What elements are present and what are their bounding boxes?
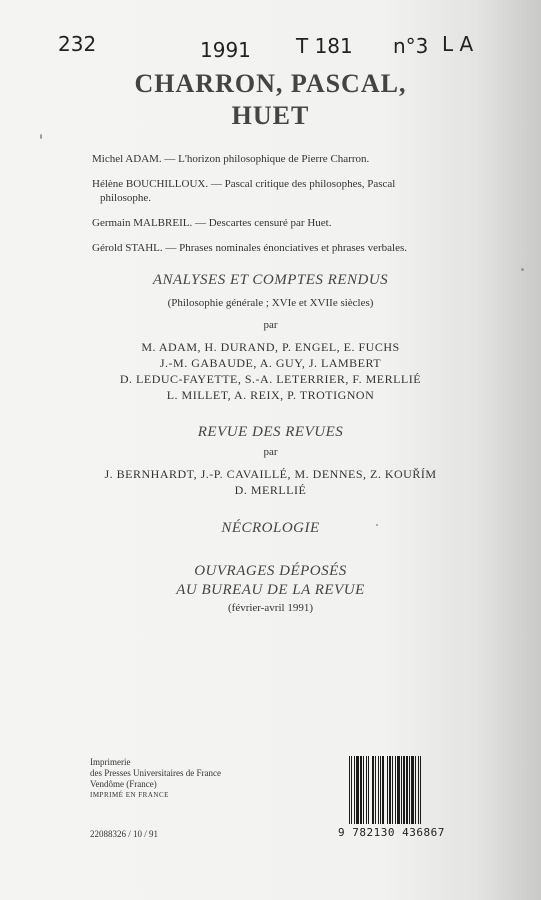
barcode-bar [363, 756, 364, 824]
handwritten-annotations [0, 32, 541, 62]
contents-item-text: Michel ADAM. — L'horizon philosophique de Pierre Charron. [92, 153, 370, 165]
title-line-1: CHARRON, PASCAL, [134, 69, 407, 98]
reviewer-line: J.-M. GABAUDE, A. GUY, J. LAMBERT [159, 356, 382, 370]
barcode-bar [387, 756, 388, 824]
barcode-bar [380, 756, 381, 824]
barcode-bar [349, 756, 350, 824]
ouvrages-line-2: AU BUREAU DE LA REVUE [176, 582, 365, 598]
contents-item-text: Hélène BOUCHILLOUX. — Pascal critique des philosophes, Pascal [92, 178, 396, 190]
contents-item [92, 177, 472, 205]
barcode-bar [418, 756, 419, 824]
contents-item-text: Germain MALBREIL. — Descartes censuré par Huet. [92, 217, 332, 229]
imprint-line: Imprimerie [90, 757, 131, 767]
barcode-bar [378, 756, 379, 824]
paper-speck [376, 524, 378, 526]
handwritten-year: 1991 [200, 38, 251, 62]
barcode-image [348, 756, 460, 824]
reviewer-line: L. MILLET, A. REIX, P. TROTIGNON [166, 388, 375, 402]
barcode-number: 9 782130 436867 [338, 826, 445, 839]
imprint-line: Vendôme (France) [90, 779, 157, 789]
contents-item-continuation: philosophe. [100, 192, 152, 204]
issue-title [0, 68, 541, 132]
contents-item-text: Gérold STAHL. — Phrases nominales énonciatives et phrases verbales. [92, 242, 407, 254]
contents-item [92, 152, 472, 166]
barcode-bar [366, 756, 367, 824]
barcode-bar [351, 756, 352, 824]
analyses-names [0, 339, 541, 403]
printer-imprint [90, 757, 221, 801]
paper-speck [521, 268, 524, 271]
handwritten-mark: T 181 [296, 34, 353, 58]
handwritten-initials: L A [442, 32, 474, 56]
analyses-heading: ANALYSES ET COMPTES RENDUS [152, 272, 389, 288]
barcode-bar [382, 756, 384, 824]
handwritten-page-number: 232 [58, 32, 97, 56]
barcode-bar [389, 756, 391, 824]
contents-item [92, 216, 472, 230]
imprint-line: des Presses Universitaires de France [90, 768, 221, 778]
barcode-bar [392, 756, 393, 824]
print-code: 22088326 / 10 / 91 [90, 829, 159, 839]
barcode-bar [360, 756, 362, 824]
paper-speck [40, 134, 42, 139]
barcode-bar [420, 756, 421, 824]
ouvrages-line-1: OUVRAGES DÉPOSÉS [194, 563, 347, 579]
barcode-bar [415, 756, 416, 824]
barcode-bar [406, 756, 408, 824]
revue-heading: REVUE DES REVUES [197, 424, 344, 440]
revue-par: par [263, 446, 278, 458]
barcode-bar [397, 756, 400, 824]
necrologie-heading: NÉCROLOGIE [221, 520, 320, 536]
reviewer-line: J. BERNHARDT, J.-P. CAVAILLÉ, M. DENNES, Z. KOUŘÍM [104, 467, 437, 481]
barcode-bar [372, 756, 374, 824]
barcode-bar [409, 756, 410, 824]
barcode-bar [368, 756, 369, 824]
reviewer-line: D. MERLLIÉ [234, 483, 307, 497]
ouvrages-heading [0, 562, 541, 600]
barcode-bar [411, 756, 414, 824]
barcode-bar [375, 756, 376, 824]
reviewer-line: M. ADAM, H. DURAND, P. ENGEL, E. FUCHS [141, 340, 400, 354]
table-of-contents [92, 152, 472, 266]
handwritten-issue: n°3 [393, 34, 429, 58]
barcode-bar [395, 756, 396, 824]
analyses-subtitle: (Philosophie générale ; XVIe et XVIIe siècles) [167, 297, 374, 309]
analyses-par: par [263, 319, 278, 331]
ouvrages-date: (février-avril 1991) [228, 602, 313, 614]
barcode-bar [354, 756, 355, 824]
barcode-bar [403, 756, 405, 824]
barcode-bar [356, 756, 359, 824]
barcode-bar [401, 756, 402, 824]
imprint-line: IMPRIMÉ EN FRANCE [90, 791, 169, 799]
title-line-2: HUET [231, 101, 310, 130]
contents-item [92, 241, 472, 255]
reviewer-line: D. LEDUC-FAYETTE, S.-A. LETERRIER, F. MERLLIÉ [119, 372, 422, 386]
revue-names [0, 466, 541, 498]
